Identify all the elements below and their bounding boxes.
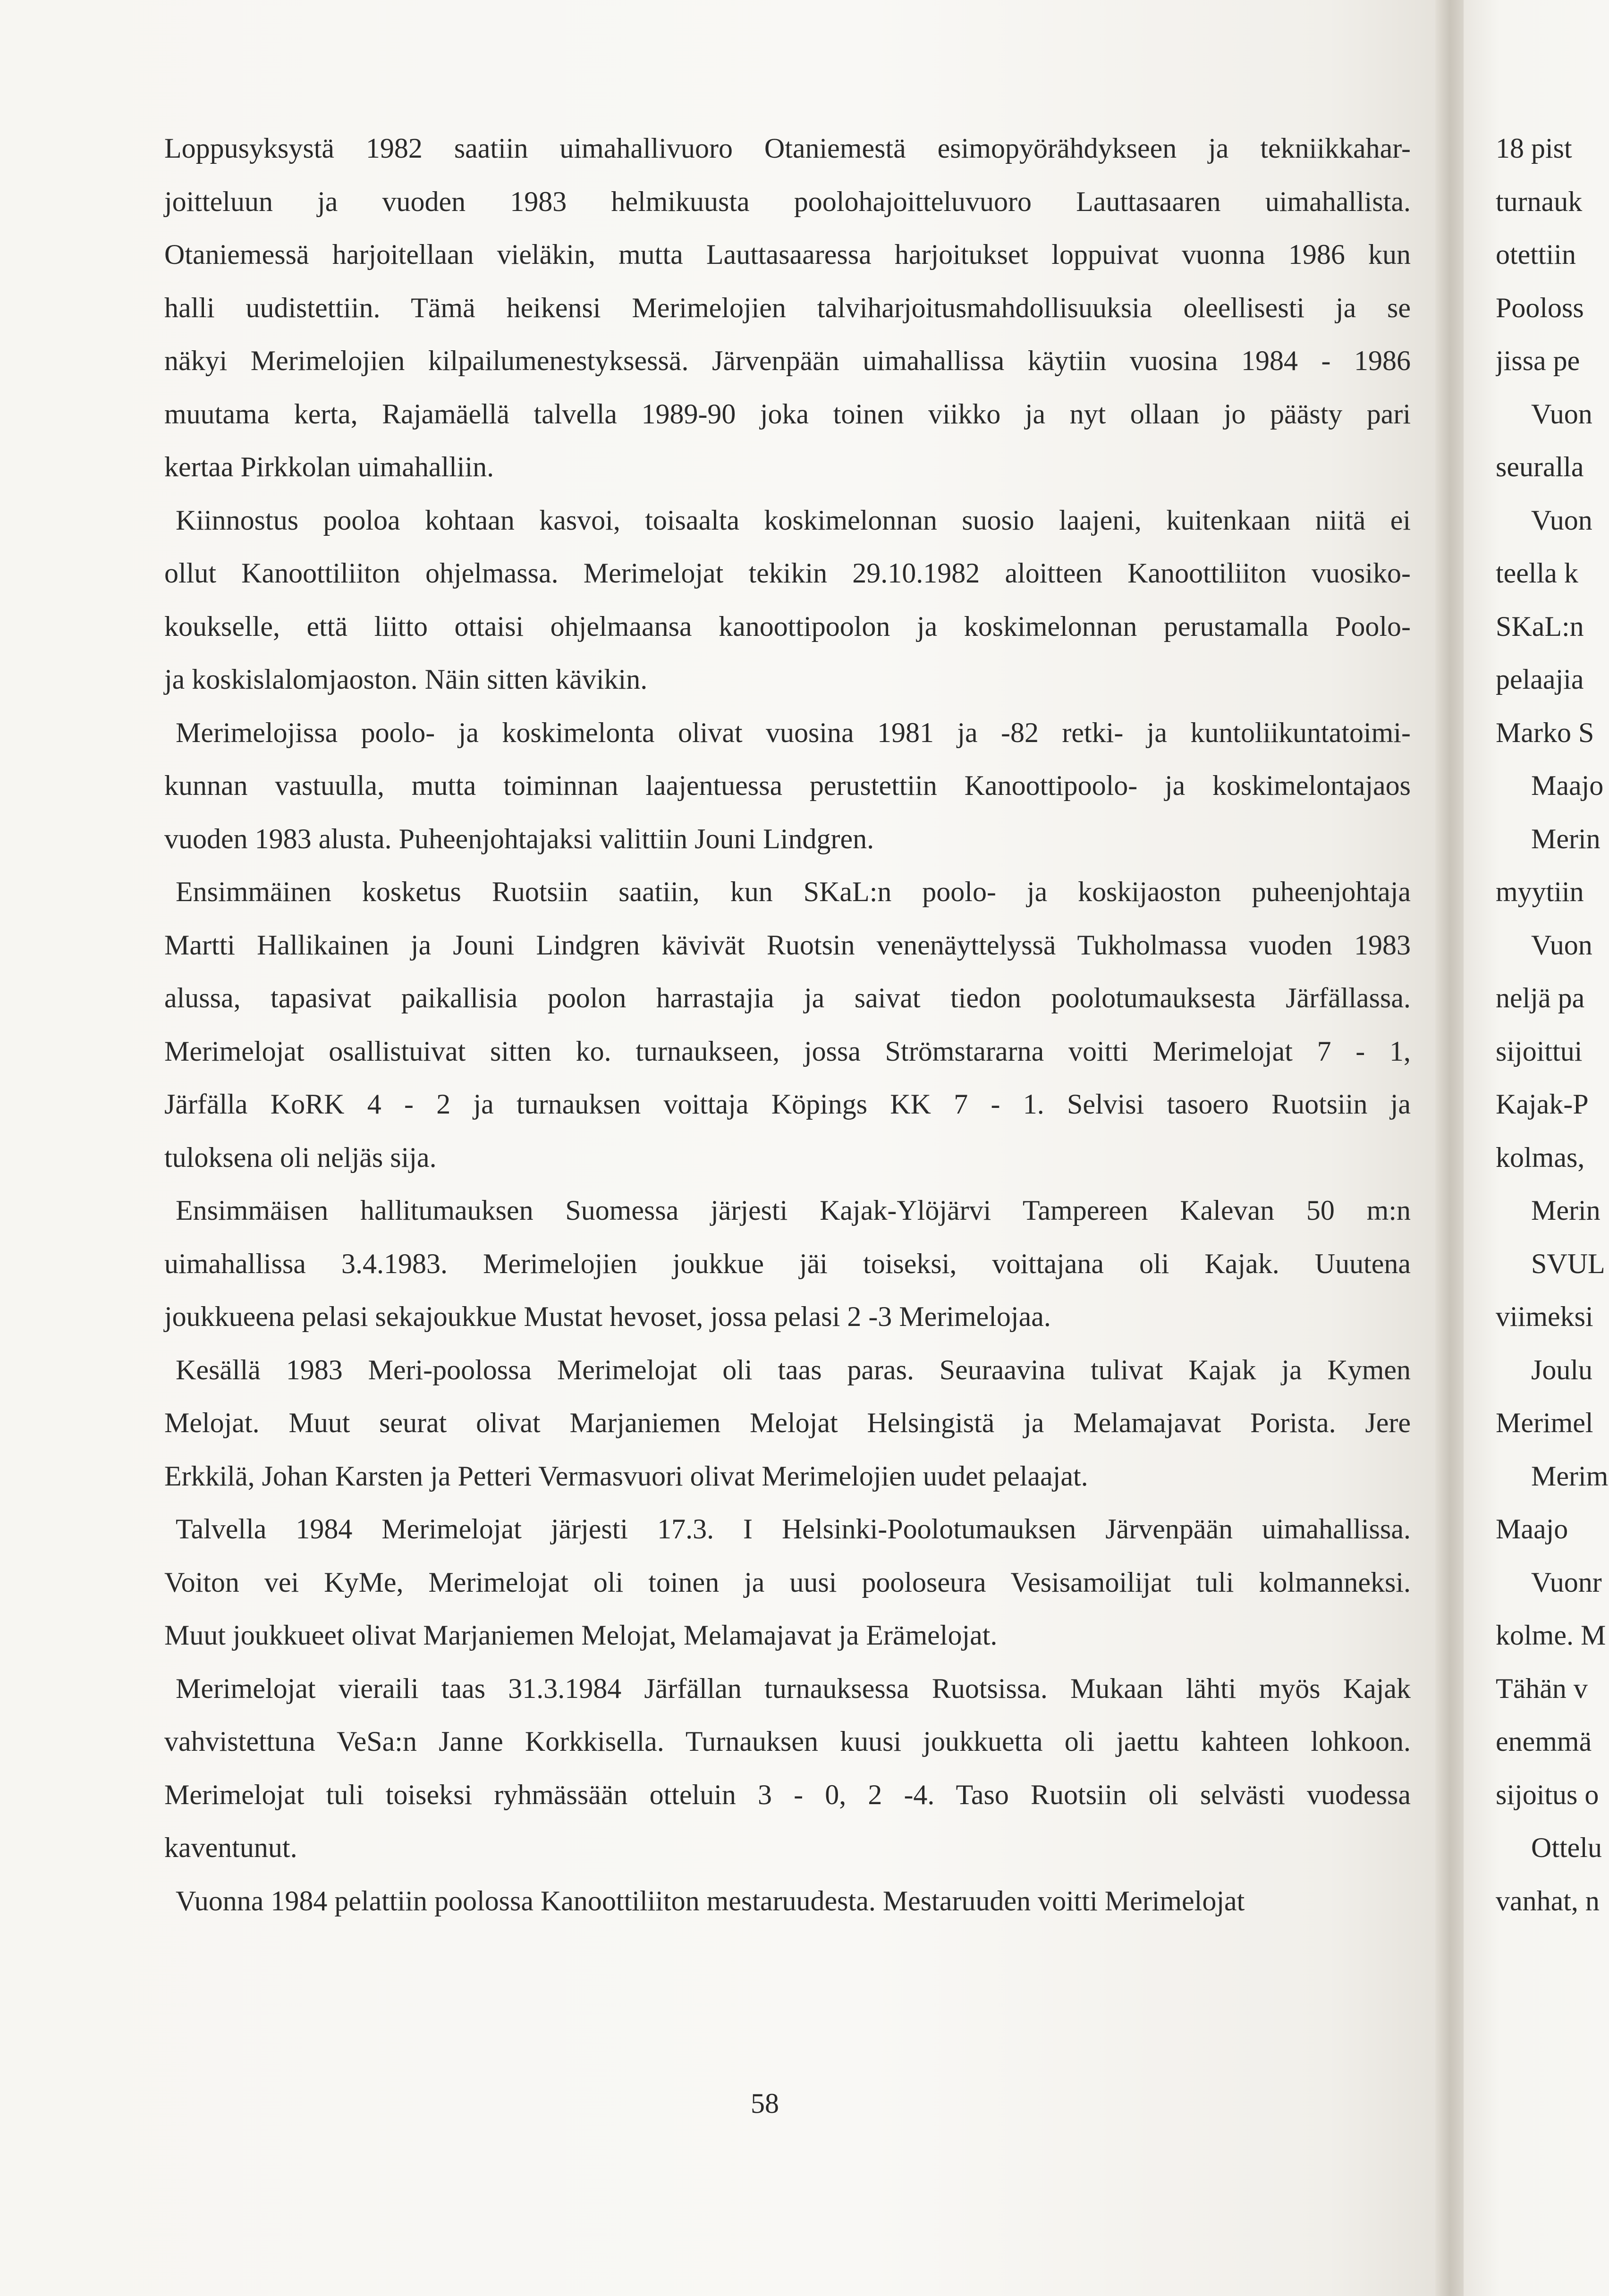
paragraph	[164, 1662, 1411, 1874]
text-line: Vuonna 1984 pelattiin poolossa Kanoottiliiton mestaruudesta. Mestaruuden voitti Merimelojat	[176, 1885, 1245, 1916]
paragraph	[164, 1874, 1411, 1928]
right-page-line-fragment: teella k	[1496, 557, 1578, 589]
text-line: ollut Kanoottiliiton ohjelmassa. Merimelojat tekikin 29.10.1982 aloitteen Kanoottiliiton vuosiko-	[164, 557, 1411, 589]
text-line: Merimelojat osallistuivat sitten ko. turnaukseen, jossa Strömstararna voitti Merimelojat 7 - 1,	[164, 1035, 1411, 1067]
paragraph	[164, 122, 1411, 494]
text-line: halli uudistettiin. Tämä heikensi Merimelojien talviharjoitusmahdollisuuksia oleellisesti ja se	[164, 292, 1411, 323]
right-page-line-fragment: jissa pe	[1496, 345, 1580, 376]
right-page-line-fragment: Marko S	[1496, 717, 1594, 748]
text-line: alussa, tapasivat paikallisia poolon harrastajia ja saivat tiedon poolotumauksesta Järfällassa.	[164, 982, 1411, 1013]
paragraph	[164, 706, 1411, 866]
text-line: näkyi Merimelojien kilpailumenestyksessä. Järvenpään uimahallissa käytiin vuosina 1984 - 1986	[164, 345, 1411, 376]
text-line: vuoden 1983 alusta. Puheenjohtajaksi valittiin Jouni Lindgren.	[164, 823, 874, 854]
right-page-line-fragment: seuralla	[1496, 451, 1584, 482]
text-line: kertaa Pirkkolan uimahalliin.	[164, 451, 494, 482]
right-page-line-fragment: Vuon	[1531, 929, 1592, 961]
text-line: joitteluun ja vuoden 1983 helmikuusta poolohajoitteluvuoro Lauttasaaren uimahallista.	[164, 186, 1411, 217]
text-line: ja koskislalomjaoston. Näin sitten kävikin.	[164, 664, 648, 695]
paragraph	[164, 1184, 1411, 1343]
text-line: Martti Hallikainen ja Jouni Lindgren kävivät Ruotsin venenäyttelyssä Tukholmassa vuoden 1983	[164, 929, 1411, 961]
right-page-line-fragment: SVUL	[1531, 1248, 1605, 1279]
right-page-line-fragment: Vuon	[1531, 398, 1592, 430]
right-page-line-fragment: kolmas,	[1496, 1141, 1585, 1173]
text-line: Järfälla KoRK 4 - 2 ja turnauksen voittaja Köpings KK 7 - 1. Selvisi tasoero Ruotsiin ja	[164, 1089, 1411, 1120]
right-page-line-fragment: Ottelu	[1531, 1832, 1602, 1863]
right-page-line-fragment: Maajo	[1496, 1513, 1568, 1545]
right-page-line-fragment: SKaL:n	[1496, 610, 1584, 642]
right-page-line-fragment: sijoittui	[1496, 1035, 1583, 1067]
right-page-line-fragment: Kajak-P	[1496, 1089, 1589, 1120]
paragraph	[164, 1343, 1411, 1503]
right-page-line-fragment: myytiin	[1496, 876, 1584, 907]
text-line: Ensimmäinen kosketus Ruotsiin saatiin, kun SKaL:n poolo- ja koskijaoston puheenjohtaja	[176, 876, 1411, 907]
right-page-line-fragment: Merim	[1531, 1460, 1609, 1492]
text-line: Kesällä 1983 Meri-poolossa Merimelojat oli taas paras. Seuraavina tulivat Kajak ja Kymen	[176, 1354, 1411, 1385]
page-number: 58	[751, 2088, 779, 2119]
right-page-line-fragment: sijoitus o	[1496, 1779, 1599, 1810]
text-line: Erkkilä, Johan Karsten ja Petteri Vermasvuori olivat Merimelojien uudet pelaajat.	[164, 1460, 1088, 1492]
text-line: kaventunut.	[164, 1832, 297, 1863]
right-page-line-fragment: Merimel	[1496, 1407, 1593, 1438]
text-line: kunnan vastuulla, mutta toiminnan laajentuessa perustettiin Kanoottipoolo- ja koskimelontajaos	[164, 770, 1411, 801]
text-line: joukkueena pelasi sekajoukkue Mustat hevoset, jossa pelasi 2 -3 Merimelojaa.	[164, 1301, 1051, 1332]
paragraph	[164, 494, 1411, 706]
text-line: Talvella 1984 Merimelojat järjesti 17.3. I Helsinki-Poolotumauksen Järvenpään uimahallissa.	[176, 1513, 1411, 1545]
text-line: Merimelojat vieraili taas 31.3.1984 Järfällan turnauksessa Ruotsissa. Mukaan lähti myös Kajak	[176, 1672, 1411, 1704]
right-page-line-fragment: pelaajia	[1496, 664, 1584, 695]
right-page-line-fragment: Merin	[1531, 1195, 1601, 1226]
right-page-line-fragment: Vuon	[1531, 504, 1592, 536]
text-line: koukselle, että liitto ottaisi ohjelmaansa kanoottipoolon ja koskimelonnan perustamalla Poolo-	[164, 610, 1411, 642]
text-line: Otaniemessä harjoitellaan vieläkin, mutta Lauttasaaressa harjoitukset loppuivat vuonna 1986 kun	[164, 239, 1411, 270]
right-page-line-fragment: enemmä	[1496, 1726, 1592, 1757]
text-line: Kiinnostus pooloa kohtaan kasvoi, toisaalta koskimelonnan suosio laajeni, kuitenkaan niitä ei	[176, 504, 1411, 536]
text-line: Ensimmäisen hallitumauksen Suomessa järjesti Kajak-Ylöjärvi Tampereen Kalevan 50 m:n	[176, 1195, 1411, 1226]
right-page-line-fragment: viimeksi	[1496, 1301, 1593, 1332]
paragraph	[164, 865, 1411, 1184]
text-line: Melojat. Muut seurat olivat Marjaniemen Melojat Helsingistä ja Melamajavat Porista. Jere	[164, 1407, 1411, 1438]
right-page-line-fragment: turnauk	[1496, 186, 1583, 217]
right-page-line-fragment: otettiin	[1496, 239, 1576, 270]
right-page-line-fragment: Merin	[1531, 823, 1601, 854]
right-page-line-fragment: Pooloss	[1496, 292, 1584, 323]
text-line: uimahallissa 3.4.1983. Merimelojien joukkue jäi toiseksi, voittajana oli Kajak. Uuutena	[164, 1248, 1411, 1279]
right-page-line-fragment: vanhat, n	[1496, 1885, 1600, 1916]
text-line: Voiton vei KyMe, Merimelojat oli toinen ja uusi pooloseura Vesisamoilijat tuli kolmanneksi.	[164, 1566, 1411, 1598]
body-text	[164, 122, 1411, 1927]
right-page-line-fragment: Maajo	[1531, 770, 1604, 801]
text-line: Loppusyksystä 1982 saatiin uimahallivuoro Otaniemestä esimopyörähdykseen ja tekniikkahar-	[164, 133, 1411, 164]
text-line: tuloksena oli neljäs sija.	[164, 1141, 437, 1173]
right-page-line-fragment: neljä pa	[1496, 982, 1585, 1013]
right-page-line-fragment: Vuonr	[1531, 1566, 1602, 1598]
right-page-line-fragment: Tähän v	[1496, 1672, 1588, 1704]
right-page-line-fragment: Joulu	[1531, 1354, 1593, 1385]
text-line: vahvistettuna VeSa:n Janne Korkkisella. Turnauksen kuusi joukkuetta oli jaettu kahteen lohkoon.	[164, 1726, 1411, 1757]
text-line: muutama kerta, Rajamäellä talvella 1989-90 joka toinen viikko ja nyt ollaan jo päästy pari	[164, 398, 1411, 430]
right-page-line-fragment: 18 pist	[1496, 133, 1572, 164]
right-page-line-fragment: kolme. M	[1496, 1620, 1606, 1651]
text-line: Merimelojat tuli toiseksi ryhmässään otteluin 3 - 0, 2 -4. Taso Ruotsiin oli selvästi vuodessa	[164, 1779, 1411, 1810]
right-page-text-fragments	[1496, 122, 1609, 1927]
paragraph	[164, 1503, 1411, 1662]
text-line: Merimelojissa poolo- ja koskimelonta olivat vuosina 1981 ja -82 retki- ja kuntoliikuntatoimi-	[176, 717, 1411, 748]
text-line: Muut joukkueet olivat Marjaniemen Melojat, Melamajavat ja Erämelojat.	[164, 1620, 998, 1651]
